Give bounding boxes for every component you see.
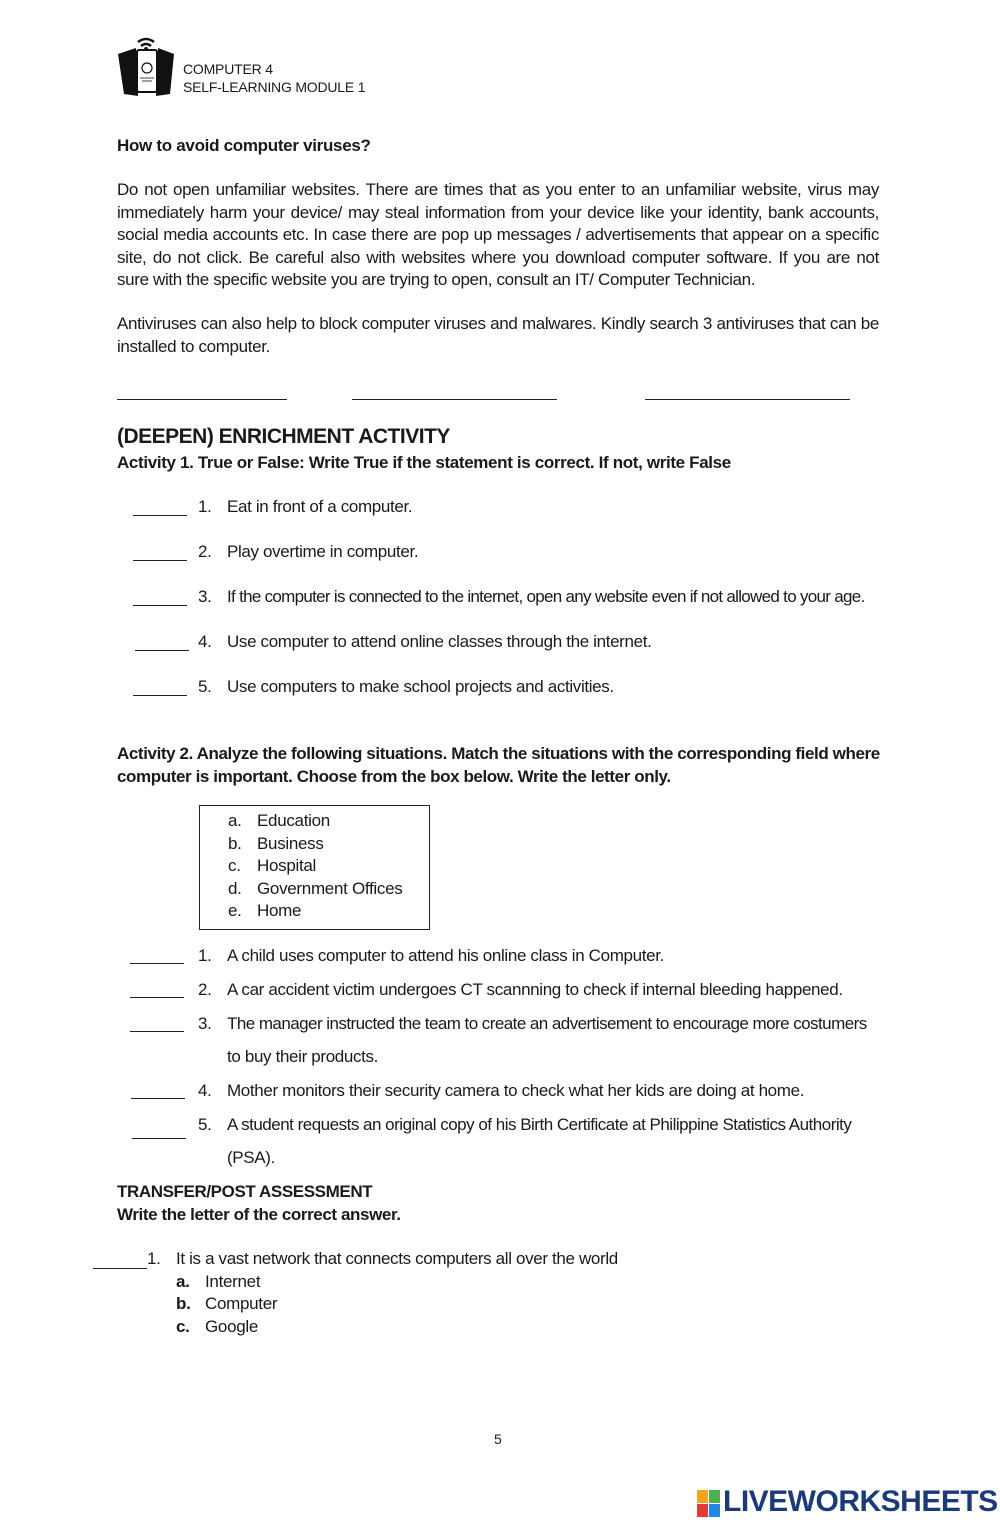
item-number: 4. (198, 632, 212, 651)
option-text[interactable]: Google (205, 1317, 259, 1336)
option-letter: b. (176, 1294, 191, 1313)
viruses-paragraph-1: Do not open unfamiliar websites. There are times that as you enter to an unfamiliar website, virus may immediately harm your device/ may steal information from your device like your identity, bank accounts, social media accounts etc. In case there are pop up messages / advertisements that appear on a specific site, do not click. Be careful also with websites where you download computer software. If you are not sure with the specific website you are trying to open, consult an IT/ Computer Technician. (117, 180, 879, 289)
option-letter: c. (176, 1317, 190, 1336)
situation-item: A child uses computer to attend his online class in Computer. (227, 946, 664, 965)
item-number: 5. (198, 1115, 212, 1134)
transfer-instruction: Write the letter of the correct answer. (117, 1205, 401, 1224)
question-text: It is a vast network that connects computers all over the world (176, 1249, 618, 1268)
item-number: 2. (198, 980, 212, 999)
choice-letter: b. (228, 834, 242, 853)
item-number: 1. (198, 497, 212, 516)
true-false-item: Play overtime in computer. (227, 542, 419, 561)
item-number: 4. (198, 1081, 212, 1100)
enrichment-title: (DEEPEN) ENRICHMENT ACTIVITY (117, 425, 450, 448)
choice-letter: d. (228, 879, 242, 898)
answer-blank[interactable] (130, 997, 184, 998)
book-tablet-logo-icon (116, 34, 180, 100)
liveworksheets-watermark (697, 1485, 998, 1525)
true-false-item: If the computer is connected to the internet, open any website even if not allowed to your age. (227, 587, 865, 606)
choice-text: Hospital (257, 856, 317, 875)
choice-text: Government Offices (257, 879, 403, 898)
item-number: 2. (198, 542, 212, 561)
situation-item: Mother monitors their security camera to check what her kids are doing at home. (227, 1081, 805, 1100)
option-text[interactable]: Internet (205, 1272, 261, 1291)
choice-letter: c. (228, 856, 241, 875)
answer-blank[interactable] (93, 1268, 147, 1269)
situation-item: The manager instructed the team to create an advertisement to encourage more costumers (227, 1014, 867, 1033)
option-text[interactable]: Computer (205, 1294, 278, 1313)
header-module: SELF-LEARNING MODULE 1 (183, 79, 366, 95)
true-false-item: Use computers to make school projects and activities. (227, 677, 614, 696)
answer-blank[interactable] (132, 1138, 186, 1139)
choice-text: Home (257, 901, 302, 920)
activity2-instruction-line2: computer is important. Choose from the box below. Write the letter only. (117, 767, 671, 786)
item-number: 5. (198, 677, 212, 696)
antivirus-blank-3[interactable] (645, 399, 850, 400)
situation-item-continued: to buy their products. (227, 1047, 379, 1066)
choice-letter: e. (228, 901, 242, 920)
watermark-text[interactable]: LIVEWORKSHEETS (723, 1485, 998, 1518)
answer-blank[interactable] (133, 695, 187, 696)
liveworksheets-logo-icon (697, 1490, 721, 1518)
item-number: 1. (147, 1249, 161, 1268)
situation-item-continued: (PSA). (227, 1148, 275, 1167)
header-subject: COMPUTER 4 (183, 61, 273, 77)
true-false-item: Use computer to attend online classes through the internet. (227, 632, 652, 651)
antivirus-blank-1[interactable] (117, 399, 287, 400)
item-number: 3. (198, 1014, 212, 1033)
viruses-heading: How to avoid computer viruses? (117, 136, 371, 155)
activity1-instruction: Activity 1. True or False: Write True if the statement is correct. If not, write False (117, 453, 731, 472)
answer-blank[interactable] (135, 650, 189, 651)
choice-letter: a. (228, 811, 242, 830)
transfer-title: TRANSFER/POST ASSESSMENT (117, 1182, 373, 1201)
situation-item: A car accident victim undergoes CT scannning to check if internal bleeding happened. (227, 980, 843, 999)
situation-item: A student requests an original copy of his Birth Certificate at Philippine Statistics Authority (227, 1115, 852, 1134)
choice-text: Education (257, 811, 330, 830)
option-letter: a. (176, 1272, 190, 1291)
antivirus-blank-2[interactable] (352, 399, 557, 400)
choice-text: Business (257, 834, 324, 853)
answer-blank[interactable] (133, 605, 187, 606)
item-number: 3. (198, 587, 212, 606)
answer-blank[interactable] (133, 515, 187, 516)
answer-blank[interactable] (133, 560, 187, 561)
activity2-instruction-line1: Activity 2. Analyze the following situations. Match the situations with the corresponding field where (117, 744, 880, 763)
true-false-item: Eat in front of a computer. (227, 497, 413, 516)
viruses-paragraph-2: Antiviruses can also help to block computer viruses and malwares. Kindly search 3 antiviruses that can be installed to computer. (117, 314, 879, 356)
answer-blank[interactable] (130, 1031, 184, 1032)
item-number: 1. (198, 946, 212, 965)
answer-blank[interactable] (131, 1098, 185, 1099)
module-logo (116, 34, 180, 100)
page-number: 5 (494, 1431, 502, 1447)
answer-blank[interactable] (130, 963, 184, 964)
